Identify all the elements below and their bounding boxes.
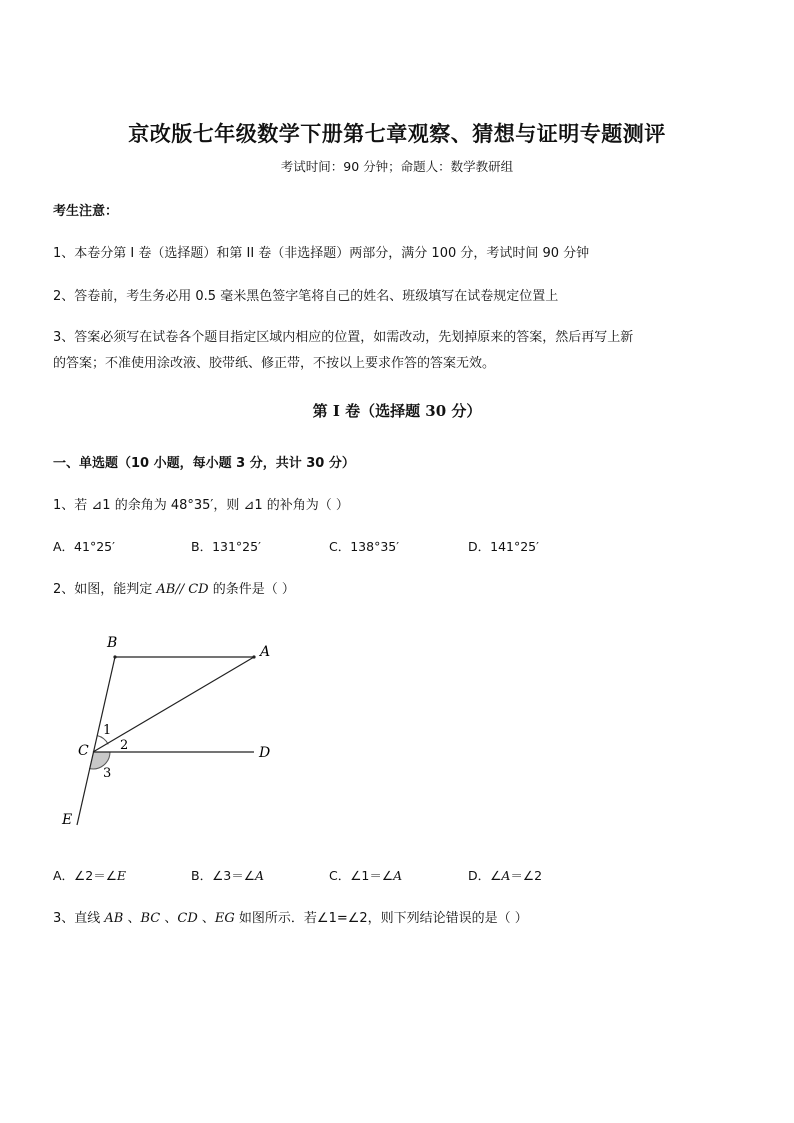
- q1-option-d[interactable]: D．141°25′: [468, 539, 539, 554]
- document-title: 京改版七年级数学下册第七章观察、猜想与证明专题测评: [128, 121, 666, 146]
- exam-info: 考试时间：90 分钟；命题人：数学教研组: [280, 159, 514, 174]
- q1-option-c[interactable]: C．138°35′: [329, 539, 400, 554]
- q3-sep-1: 、: [123, 911, 141, 926]
- q2-figure: [40, 625, 300, 835]
- notice-item-2: 2、答卷前，考生务必用 0.5 毫米黑色签字笔将自己的姓名、班级填写在试卷规定位置上: [53, 289, 559, 304]
- question-3: [53, 907, 528, 926]
- q3-line-cd: CD: [177, 911, 198, 926]
- q2-option-b-math: A: [254, 868, 264, 883]
- q3-line-bc: BC: [140, 911, 161, 926]
- q2-option-a-math: E: [116, 868, 127, 883]
- notice-heading: 考生注意：: [53, 204, 119, 219]
- q2-option-d-math: A: [501, 868, 511, 883]
- label-angle-2: 2: [120, 738, 129, 753]
- q2-option-a[interactable]: [53, 866, 126, 884]
- label-d: D: [259, 745, 271, 761]
- line-be: [77, 657, 115, 825]
- part-heading: 一、单选题（10 小题，每小题 3 分，共计 30 分）: [53, 456, 355, 471]
- q2-option-a-text: A．∠2＝∠: [53, 868, 117, 883]
- segment-ca: [93, 657, 254, 752]
- q2-option-c-math: A: [393, 868, 403, 883]
- point-b: [113, 655, 116, 658]
- q1-option-a[interactable]: A．41°25′: [53, 539, 115, 554]
- notice-item-1: 1、本卷分第 I 卷（选择题）和第 II 卷（非选择题）两部分，满分 100 分，考试时间 90 分钟: [53, 246, 590, 261]
- label-b: B: [107, 635, 118, 651]
- q3-line-eg: EG: [214, 911, 235, 926]
- notice-item-3-line-2: 的答案；不准使用涂改液、胶带纸、修正带，不按以上要求作答的答案无效。: [53, 356, 496, 371]
- label-a: A: [260, 644, 271, 660]
- question-2: [53, 578, 295, 597]
- q1-option-b[interactable]: B．131°25′: [191, 539, 261, 554]
- q3-prefix: 3、直线: [53, 911, 105, 926]
- q3-sep-3: 、: [197, 911, 215, 926]
- label-e: E: [62, 812, 73, 828]
- section-title: 第 I 卷（选择题 30 分）: [312, 402, 482, 420]
- q3-suffix: 如图所示．若∠1=∠2，则下列结论错误的是（ ）: [234, 911, 528, 926]
- q3-line-ab: AB: [104, 911, 124, 926]
- q2-text-suffix: 的条件是（ ）: [208, 582, 295, 597]
- q3-sep-2: 、: [160, 911, 178, 926]
- q2-option-d[interactable]: [468, 866, 542, 884]
- q2-text-math: AB// CD: [156, 582, 209, 597]
- q2-text-prefix: 2、如图，能判定: [53, 582, 157, 597]
- q2-option-d-suffix: ＝∠2: [510, 868, 543, 883]
- q2-option-b-text: B．∠3＝∠: [191, 868, 255, 883]
- q2-option-c[interactable]: [329, 866, 402, 884]
- label-angle-3: 3: [103, 766, 112, 781]
- label-c: C: [78, 743, 89, 759]
- notice-item-3-line-1: 3、答案必须写在试卷各个题目指定区域内相应的位置，如需改动，先划掉原来的答案，然后再写上新: [53, 330, 634, 345]
- point-a: [252, 655, 255, 658]
- q2-option-d-text: D．∠: [468, 868, 502, 883]
- q2-option-c-text: C．∠1＝∠: [329, 868, 394, 883]
- question-1: 1、若 ⊿1 的余角为 48°35′，则 ⊿1 的补角为（ ）: [53, 498, 349, 513]
- q2-option-b[interactable]: [191, 866, 264, 884]
- label-angle-1: 1: [103, 723, 112, 738]
